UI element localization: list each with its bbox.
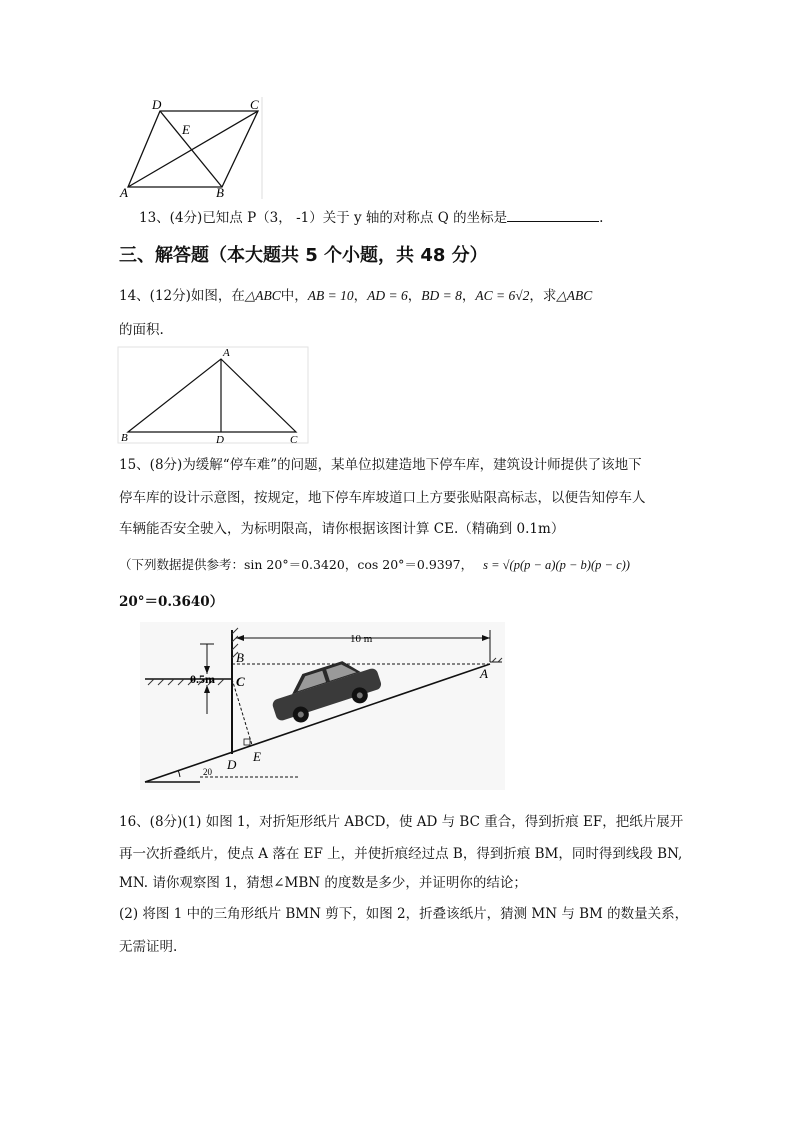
q14-triangle2: △ABC bbox=[556, 288, 593, 303]
dim-05m: 0.5m bbox=[190, 672, 215, 686]
q14-triangle: △ABC bbox=[244, 288, 281, 303]
question-16-line1 bbox=[119, 812, 683, 832]
q15-line3: 车辆能否安全驶入，为标明限高，请你根据该图计算 CE.（精确到 0.1m） bbox=[119, 521, 565, 537]
q14-middle: 中， bbox=[280, 288, 308, 304]
label-B: B bbox=[216, 185, 224, 200]
label-A: A bbox=[480, 666, 488, 681]
q13-period: . bbox=[599, 210, 604, 226]
label-B: B bbox=[236, 650, 244, 665]
q13-answer-blank[interactable] bbox=[507, 207, 599, 222]
q14-number: 14、(12分) bbox=[119, 288, 191, 304]
q16-line3: MN. 请你观察图 1，猜想∠MBN 的度数是多少，并证明你的结论； bbox=[119, 875, 527, 891]
triangle-figure bbox=[116, 345, 311, 445]
label-D: D bbox=[216, 434, 224, 445]
q13-number: 13、(4分) bbox=[139, 210, 203, 226]
q14-ab: AB = 10 bbox=[307, 288, 354, 303]
q14-ac: AC = 6√2 bbox=[475, 288, 530, 303]
parallelogram-figure bbox=[115, 95, 275, 200]
label-E: E bbox=[253, 749, 261, 764]
label-A: A bbox=[223, 347, 230, 359]
q14-ask: ，求 bbox=[529, 288, 557, 304]
q16-text-1: (1) 如图 1，对折矩形纸片 ABCD，使 AD 与 BC 重合，得到折痕 EF，把纸片展开 bbox=[182, 814, 684, 830]
ramp-figure bbox=[140, 622, 505, 790]
label-D: D bbox=[227, 757, 237, 772]
q16-line2: 再一次折叠纸片，使点 A 落在 EF 上，并使折痕经过点 B，得到折痕 BM，同时得到线段 BN, bbox=[119, 846, 683, 862]
q13-text: 已知点 P（3， -1）关于 y 轴的对称点 Q 的坐标是 bbox=[202, 210, 508, 226]
question-14: 14、(12分)如图，在△ABC中，AB = 10，AD = 6，BD = 8，AC = 6√2，求△ABC bbox=[119, 288, 593, 304]
q15-heron-formula: s = √(p(p − a)(p − b)(p − c)) bbox=[483, 558, 630, 572]
angle-label: 20 bbox=[203, 767, 212, 777]
q16-line4: (2) 将图 1 中的三角形纸片 BMN 剪下，如图 2，折叠该纸片，猜测 MN 与 BM 的数量关系， bbox=[119, 906, 689, 922]
question-13 bbox=[139, 207, 603, 228]
label-C: C bbox=[290, 434, 298, 445]
q14-intro: 如图，在 bbox=[190, 288, 245, 304]
label-C: C bbox=[250, 97, 259, 112]
q15-text-1: 为缓解“停车难”的问题，某单位拟建造地下停车库，建筑设计师提供了该地下 bbox=[182, 457, 642, 473]
q15-ref-prefix: （下列数据提供参考：sin 20°＝0.3420，cos 20°＝0.9397， bbox=[119, 557, 474, 572]
q14-ad: AD = 6 bbox=[367, 288, 408, 303]
label-B: B bbox=[121, 432, 128, 444]
q14-line2: 的面积. bbox=[119, 322, 164, 338]
question-15-line1 bbox=[119, 455, 642, 475]
q14-bd: BD = 8 bbox=[421, 288, 462, 303]
label-E: E bbox=[182, 122, 190, 137]
label-C: C bbox=[236, 674, 245, 689]
section-title: 三、解答题（本大题共 5 个小题，共 48 分） bbox=[119, 245, 488, 266]
q15-line2: 停车库的设计示意图，按规定，地下停车库坡道口上方要张贴限高标志，以便告知停车人 bbox=[119, 490, 646, 506]
q15-reference bbox=[119, 555, 630, 575]
q16-line5: 无需证明. bbox=[119, 939, 178, 955]
q16-number: 16、(8分) bbox=[119, 814, 183, 830]
q15-number: 15、(8分) bbox=[119, 457, 183, 473]
label-A: A bbox=[120, 185, 128, 200]
dim-10m: 10 m bbox=[350, 633, 373, 645]
q15-line5: 20°＝0.3640） bbox=[119, 594, 224, 610]
label-D: D bbox=[152, 97, 162, 112]
